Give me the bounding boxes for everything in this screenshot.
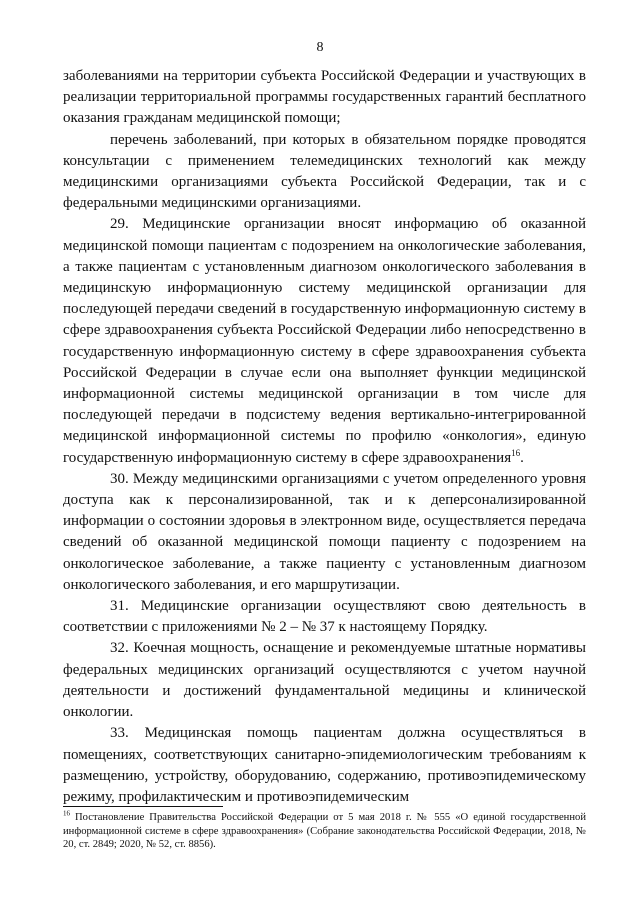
- paragraph-32: [63, 638, 586, 723]
- paragraph-30: [63, 469, 586, 596]
- paragraph-31: [63, 596, 586, 638]
- paragraph-text: 33. Медицинская помощь пациентам должна осуществляться в помещениях, соответствующих санитарно-эпидемиологическим требованиям к размещению, устройству, оборудованию, содержанию, противоэпидемическому режиму, профилактическим и противоэпидемическим: [63, 725, 586, 805]
- footnote-reference: 16: [511, 447, 521, 458]
- footnote-divider: [63, 806, 223, 807]
- page-number: 8: [316, 40, 324, 55]
- paragraph-33: [63, 723, 586, 808]
- footnote: [63, 811, 586, 852]
- paragraph-text: 32. Коечная мощность, оснащение и рекомендуемые штатные нормативы федеральных медицинских организаций осуществляются с учетом научной деятельности и достижений фундаментальной медицины и клинической онкологии.: [63, 640, 586, 721]
- footnote-text: Постановление Правительства Российской Федерации от 5 мая 2018 г. № 555 «О единой государственной информационной системе в сфере здравоохранения» (Собрание законодательства Российской Федерации, 2018, № 20, ст. 2849; 2020, № 52, ст. 8856).: [63, 812, 586, 851]
- paragraph-text: 29. Медицинские организации вносят информацию об оказанной медицинской помощи пациентам с подозрением на онкологические заболевания, а также пациентам с установленным диагнозом онкологического заболевания в медицинскую информационную систему медицинской организации для последующей передачи сведений в государственную информационную систему в сфере здравоохранения субъекта Российской Федерации либо непосредственно в государственную информационную систему в сфере здравоохранения субъекта Российской Федерации в случае если она выполняет функции медицинской информационной системы медицинской организации в том числе для последующей передачи в подсистему ведения вертикально-интегрированной медицинской информационной системы по профилю «онкология», единую государственную информационную систему в сфере здравоохранения: [63, 216, 586, 466]
- paragraph-text: перечень заболеваний, при которых в обязательном порядке проводятся консультации с применением телемедицинских технологий как между медицинскими организациями субъекта Российской Федерации, так и с федеральными медицинскими организациями.: [63, 131, 586, 212]
- paragraph-text: 31. Медицинские организации осуществляют свою деятельность в соответствии с приложениями № 2 – № 37 к настоящему Порядку.: [63, 598, 586, 636]
- body-text: [63, 66, 586, 808]
- footnote-marker: 16: [63, 809, 70, 818]
- paragraph-29: 29. Медицинские организации вносят информацию об оказанной медицинской помощи пациентам с подозрением на онкологические заболевания, а также пациентам с установленным диагнозом онкологического заболевания в медицинскую информационную систему медицинской организации для последующей передачи сведений в государственную информационную систему в сфере здравоохранения субъекта Российской Федерации либо непосредственно в государственную информационную систему в сфере здравоохранения субъекта Российской Федерации в случае если она выполняет функции медицинской информационной системы медицинской организации в том числе для последующей передачи в подсистему ведения вертикально-интегрированной медицинской информационной системы по профилю «онкология», единую государственную информационную систему в сфере здравоохранения$^{16}$.: [63, 216, 586, 466]
- paragraph-disease-list: [63, 130, 586, 215]
- paragraph-text: 30. Между медицинскими организациями с учетом определенного уровня доступа как к персонализированной, так и к деперсонализированной информации о состоянии здоровья в электронном виде, осуществляется передача сведений об оказанной медицинской помощи пациенту с подозрением на онкологическое заболевание, а также пациенту с установленным диагнозом онкологического заболевания, и его маршрутизации.: [63, 470, 586, 593]
- paragraph-continuation: [63, 66, 586, 130]
- paragraph-text: заболеваниями на территории субъекта Российской Федерации и участвующих в реализации территориальной программы государственных гарантий бесплатного оказания гражданам медицинской помощи;: [63, 68, 586, 127]
